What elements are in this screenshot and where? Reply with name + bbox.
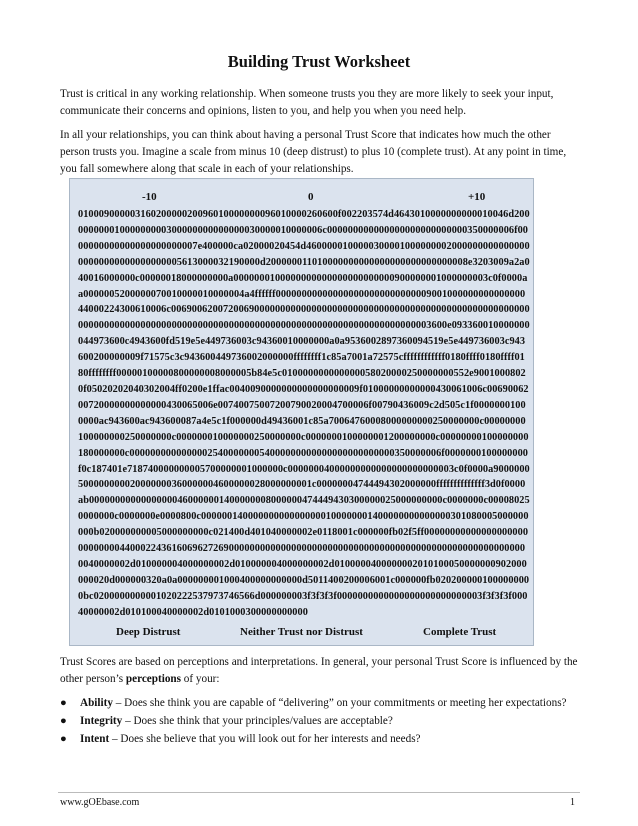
intro-paragraph: Trust is critical in any working relationship. When someone trusts you they are more likely to seek your input, communicate their concerns and opinions, listen to you, and help you when you need help. xyxy=(60,88,554,117)
page-title: Building Trust Worksheet xyxy=(227,52,411,71)
bullet-term: Ability xyxy=(80,697,113,709)
bullet-term: Integrity xyxy=(80,715,123,727)
scale-min: -10 xyxy=(142,191,157,203)
footer-site: www.gOEbase.com xyxy=(60,797,140,808)
bullet-term: Intent xyxy=(80,733,110,745)
perceptions-paragraph xyxy=(60,654,580,688)
footer-divider xyxy=(58,792,580,793)
scale-labels xyxy=(70,626,533,640)
scale-mid: 0 xyxy=(308,191,314,203)
list-item xyxy=(58,730,567,748)
scale-max: +10 xyxy=(468,191,486,203)
trust-score-paragraph: In all your relationships, you can think about having a personal Trust Score that indicates how much the other person trusts you. Imagine a scale from minus 10 (deep distrust) to plus 10 (complete trust). At any point in time, you fall somewhere along that scale in each of your relationships. xyxy=(60,129,567,175)
scale-label-neutral: Neither Trust nor Distrust xyxy=(240,626,363,638)
perceptions-bold: perceptions xyxy=(125,673,181,685)
list-item xyxy=(58,712,567,730)
footer-page-number: 1 xyxy=(570,797,575,808)
scale-label-deep-distrust: Deep Distrust xyxy=(116,626,181,638)
scale-label-complete-trust: Complete Trust xyxy=(423,626,497,638)
scale-code-text: 01000900000316020000020096010000000096010000260600f002203574d4643010000000000010046d20000000001000000000300000000000000030000010000006c000000000000000000000000000350000006f0000000000000000000000007e400000ca02000020454d460000010000030000100000000200000000000000000000000000000000005613000032190000d200000011010000000000000000000000000008e3203009a2a040016000000c00000018000000000a0000000100000000000000000000000900000001000000003c0f0000aa0000005200000070010000010000004a4ffffff00000000000000000000000000000900100000000000000044000224300610006c00690062007200690000000000000000000000000000000000000000000000000000000000000000000000000000000000000000000000000000000000000000000000003600e093360010000000044973600c4943600fd519e5e449736003c94360010000000a0a9536002897360094519e5e449736003c943600200000009f71575c3c943600449736002000000ffffffff1c85a7001a72575cffffffffffff0180ffff0180ffff0180ffffffff00000100000800000008000005b84e5c010000000000000058020000250000000552e90010008020f05020202040302004ff0200e1ffac0040090000000000000000009f01000000000000430061006c0069006200720000000000000430065006e00740075007200790020004700006f00790436009c2d505c1f00000001000000ac943600ac943600087a4e5c1f000000d49436001c85a70064760008000000000250000000c00000000100000000250000000c000000010000000250000000c0000000100000001200000000c00000000100000000180000000c000000000000000254000000054000000000000000000000000350000006f0000000100000000f0c187401e718740000000005700000001000000c00000004000000000000000000000003c0f0000a9000000500000000020000000360000004600000028000000001c00000004744494302000000ffffffffffffff3d0f0000ab00000000000000000460000001400000008000000474449430300000025000000000c0000000c000080250000000c0000000e0000800c000000140000000000000000100000001400000000000000301080005000000000b020000000005000000000c021400d401040000002e0118001c000000fb02f5ff00000000000000000000000000004400022436160696272690000000000000000000000000000000000000000000000000000000000040000002d010000004000000002d010000004000000002d0100000400000002010100050000000902000000020d000000320a0a000000001000400000000000d5011400200006001c000000fb0202000001000000000bc0200000000001020222537973746566d000000003f3f3f3f0000000000000000000000000003f3f3f3f00040000002d010100040000002d0101000300000000000 xyxy=(78,209,530,618)
bullet-icon: ● xyxy=(60,733,67,745)
bullet-text: – Does she believe that you will look out for her interests and needs? xyxy=(109,733,421,745)
trust-scale-box xyxy=(69,178,534,646)
bullet-text: – Does she think you are capable of “delivering” on your commitments or meeting her expectations? xyxy=(112,697,567,709)
perceptions-text-after: of your: xyxy=(180,673,220,685)
perceptions-list xyxy=(58,694,567,748)
bullet-icon: ● xyxy=(60,715,67,727)
bullet-icon: ● xyxy=(60,697,67,709)
perceptions-text-before: Trust Scores are based on perceptions and interpretations. In general, your personal Trust Score is influenced by the other person’s xyxy=(60,656,578,685)
list-item xyxy=(58,694,567,712)
scale-numbers xyxy=(70,191,533,205)
bullet-text: – Does she think that your principles/values are acceptable? xyxy=(122,715,393,727)
